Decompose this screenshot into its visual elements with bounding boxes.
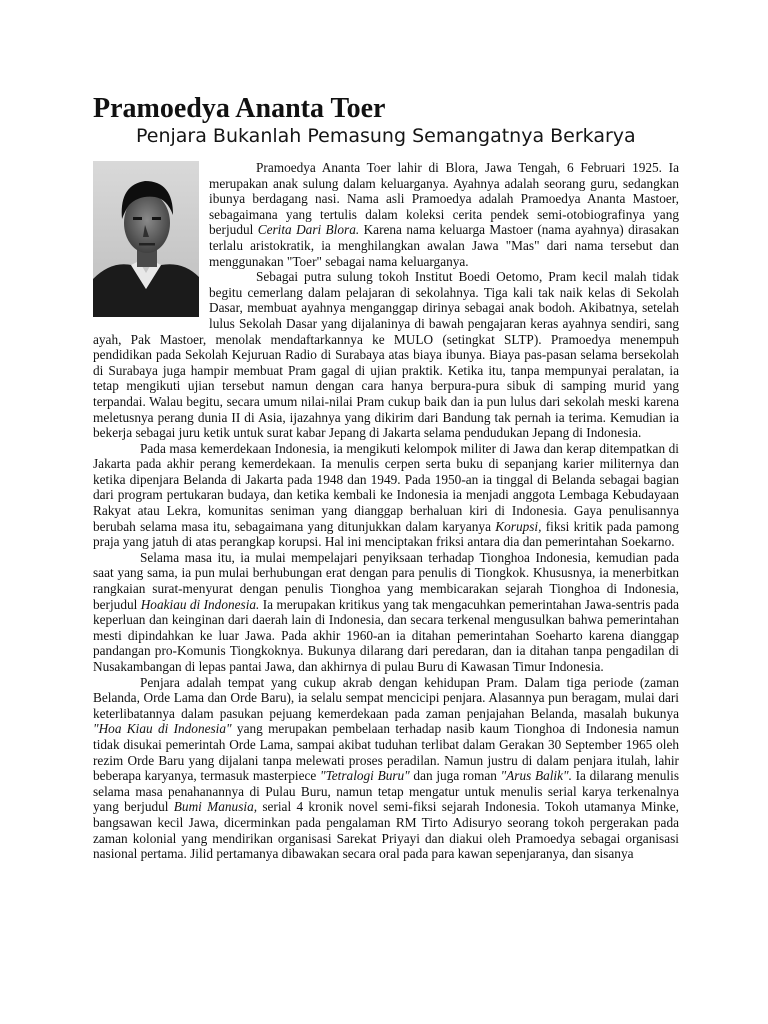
page-title: Pramoedya Ananta Toer [93,93,386,124]
paragraph-5: Penjara adalah tempat yang cukup akrab dengan kehidupan Pram. Dalam tiga periode (zaman Belanda, Orde Lama dan Orde Baru), ia selalu sempat mencicipi penjara. Alasannya pun beragam, mulai dari keterlibatannya dalam pasukan pejuang kemerdekaan pada zaman penjajahan Belanda, masalah bukunya "Hoa Kiau di Indonesia" yang merupakan pembelaan terhadap nasib kaum Tionghoa di Indonesia namun tidak disukai pemerintah Orde Lama, sampai akibat tuduhan terlibat dalam Gerakan 30 September 1965 oleh rezim Orde Baru yang dijalani tanpa melewati proses peradilan. Namun justru di dalam penjara itulah, lahir beberapa karyanya, termasuk masterpiece "Tetralogi Buru" dan juga roman "Arus Balik". Ia dilarang menulis selama masa penahanannya di Pulau Buru, namun tetap mengatur untuk menulis serial karya terkenalnya yang berjudul Bumi Manusia, serial 4 kronik novel semi-fiksi sejarah Indonesia. Tokoh utamanya Minke, bangsawan kecil Jawa, dicerminkan pada pengalaman RM Tirto Adisuryo seorang tokoh pergerakan pada zaman kolonial yang mendirikan organisasi Sarekat Priyayi dan diakui oleh Pramoedya sebagai organisasi nasional pertama. Jilid pertamanya dibawakan secara oral pada para kawan sepenjaranya, dan sisanya [93,674,679,862]
paragraph-3: Pada masa kemerdekaan Indonesia, ia mengikuti kelompok militer di Jawa dan kerap ditempatkan di Jakarta pada akhir perang kemerdekaan. Ia menulis cerpen serta buku di sepanjang karier militernya dan ketika dipenjara Belanda di Jakarta pada 1948 dan 1949. Pada 1950-an ia tinggal di Belanda sebagai bagian dari program pertukaran budaya, dan ketika kembali ke Indonesia ia menjadi anggota Lembaga Kebudayaan Rakyat atau Lekra, komunitas seniman yang dianggap berhaluan kiri di Indonesia. Gaya penulisannya berubah selama masa itu, sebagaimana yang ditunjukkan dalam karyanya Korupsi, fiksi kritik pada pamong praja yang jatuh di atas perangkap korupsi. Hal ini menciptakan friksi antara dia dan pemerintahan Soekarno. [93,440,679,550]
article-body [93,160,679,862]
paragraph-1: Pramoedya Ananta Toer lahir di Blora, Jawa Tengah, 6 Februari 1925. Ia merupakan anak sulung dalam keluarganya. Ayahnya adalah seorang guru, sedangkan ibunya berdagang nasi. Nama asli Pramoedya adalah Pramoedya Ananta Mastoer, sebagaimana yang tertulis dalam koleksi cerita pendek semi-otobiografinya yang berjudul Cerita Dari Blora. Karena nama keluarga Mastoer (nama ayahnya) dirasakan terlalu aristokratik, ia menghilangkan awalan Jawa "Mas" dari nama tersebut dan menggunakan "Toer" sebagai nama keluarganya. [209,160,680,269]
paragraph-4: Selama masa itu, ia mulai mempelajari penyiksaan terhadap Tionghoa Indonesia, kemudian pada saat yang sama, ia pun mulai berhubungan erat dengan para penulis di Tiongkok. Khususnya, ia menerbitkan rangkaian surat-menyurat dengan penulis Tionghoa yang membicarakan sejarah Tionghoa di Indonesia, berjudul Hoakiau di Indonesia. Ia merupakan kritikus yang tak mengacuhkan pemerintahan Jawa-sentris pada keperluan dan keinginan dari daerah lain di Indonesia, dan secara terkenal mengusulkan bahwa pemerintahan mesti dipindahkan ke luar Jawa. Pada akhir 1960-an ia ditahan pemerintahan Soeharto karena dianggap pandangan pro-Komunis Tiongkoknya. Bukunya dilarang dari peredaran, dan ia ditahan tanpa pengadilan di Nusakambangan di lepas pantai Jawa, dan akhirnya di pulau Buru di Kawasan Timur Indonesia. [93,549,679,674]
paragraph-2: Sebagai putra sulung tokoh Institut Boedi Oetomo, Pram kecil malah tidak begitu cemerlang dalam pelajaran di sekolahnya. Tiga kali tak naik kelas di Sekolah Dasar, membuat ayahnya menganggap dirinya sebagai anak bodoh. Akibatnya, setelah lulus Sekolah Dasar yang dijalaninya di bawah pengajaran keras ayahnya sendiri, sang ayah, Pak Mastoer, menolak mendaftarkannya ke MULO (setingkat SLTP). Pramoedya menempuh pendidikan pada Sekolah Kejuruan Radio di Surabaya atas biaya ibunya. Biaya pas-pasan selama bersekolah di Surabaya juga hampir membuat Pram gagal di ujian praktik. Ketika itu, tanpa mempunyai peralatan, ia tetap mengikuti ujian tersebut namun dengan cara hanya berpura-pura sibuk di samping murid yang terpandai. Walau begitu, secara umum nilai-nilai Pram cukup baik dan ia pun lulus dari sekolah meski karena meletusnya perang dunia II di Asia, ijazahnya yang dikirim dari Bandung tak pernah ia terima. Kemudian ia bekerja sebagai juru ketik untuk surat kabar Jepang di Jakarta selama pendudukan Jepang di Indonesia. [93,269,679,441]
page-subtitle: Penjara Bukanlah Pemasung Semangatnya Berkarya [136,125,636,147]
